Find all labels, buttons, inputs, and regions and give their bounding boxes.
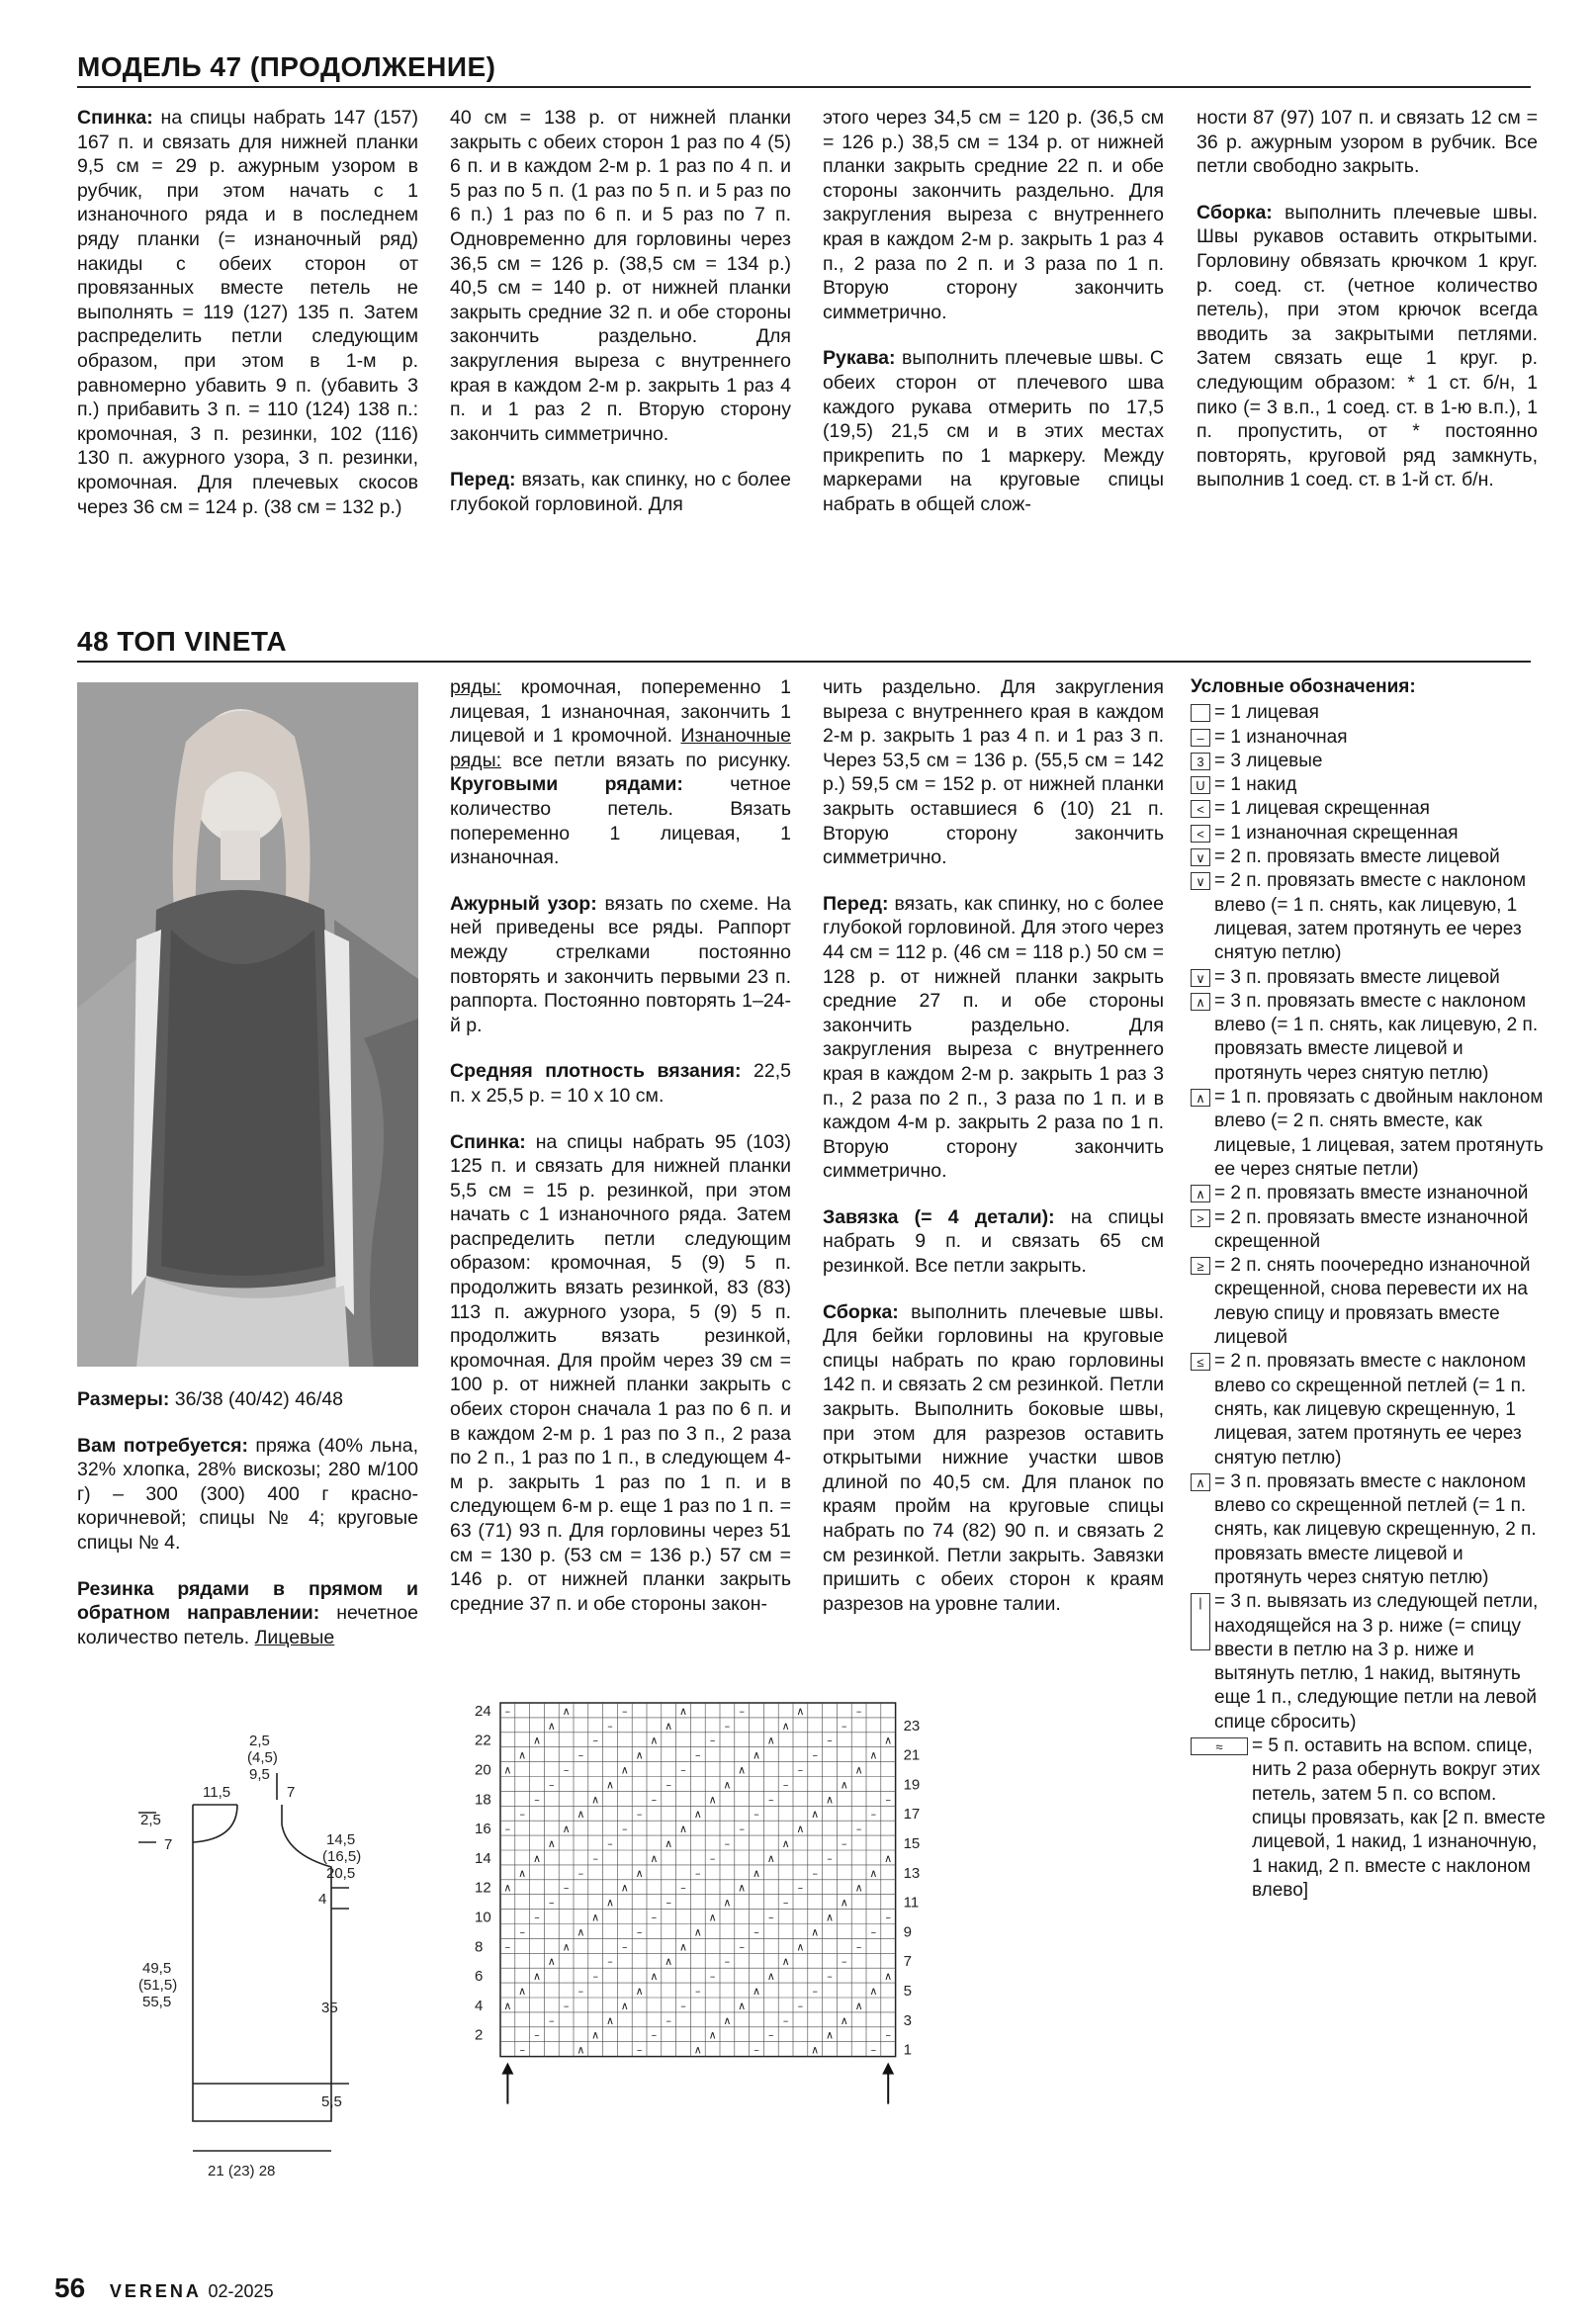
chart-cell-symbol: ∧ [562, 1940, 571, 1954]
chart-row-label: 3 [903, 2011, 912, 2029]
chart-cell-symbol: ∧ [650, 1734, 659, 1747]
chart-cell-symbol: – [870, 1925, 877, 1939]
footer [54, 2272, 274, 2304]
chart-cell-symbol: – [622, 1940, 628, 1954]
knitting-chart [473, 1693, 1165, 2192]
section-header-model-47 [77, 51, 1531, 88]
chart-cell-symbol: – [754, 1808, 759, 1822]
chart-cell-symbol: – [519, 1925, 525, 1939]
chart-cell-symbol: ∧ [605, 2013, 615, 2027]
chart-cell-symbol: ∧ [503, 1881, 512, 1895]
dim-label: (4,5) [247, 1749, 278, 1766]
chart-cell-symbol: ∧ [840, 1896, 848, 1910]
chart-cell-symbol: ∧ [825, 1793, 835, 1807]
chart-cell-symbol: – [827, 1851, 833, 1865]
chart-cell-symbol: – [782, 1778, 789, 1792]
chart-cell-symbol: ∧ [518, 1748, 527, 1762]
chart-cell-symbol: – [592, 1970, 598, 1984]
legend-text: = 1 изнаночная скрещенная [1214, 822, 1459, 844]
dim-label: (51,5) [138, 1977, 178, 1994]
chart-cell-symbol: – [607, 1719, 613, 1733]
chart-cell-symbol: ∧ [532, 1734, 542, 1747]
legend-item [1191, 1206, 1547, 1255]
chart-cell-symbol: ∧ [796, 1704, 805, 1718]
chart-cell-symbol: – [563, 1763, 570, 1777]
chart-cell-symbol: – [855, 1704, 862, 1718]
chart-row-label: 12 [475, 1879, 491, 1897]
legend-symbol-icon: < [1191, 800, 1210, 818]
chart-cell-symbol: ∧ [678, 1823, 688, 1836]
chart-cell-symbol: – [592, 1734, 598, 1747]
chart-row-label: 17 [903, 1806, 921, 1824]
legend-symbol-icon: – [1191, 729, 1210, 747]
chart-cell-symbol: – [827, 1734, 833, 1747]
legend-item [1191, 1086, 1547, 1182]
dim-label: 5,5 [321, 2093, 342, 2110]
dim-label: 11,5 [203, 1784, 231, 1801]
chart-cell-symbol: ∧ [840, 1778, 848, 1792]
chart-cell-symbol: – [577, 1985, 584, 1998]
legend-symbol-icon: ≥ [1191, 1257, 1210, 1275]
chart-cell-symbol: – [797, 1999, 804, 2012]
dim-label: 7 [287, 1784, 296, 1801]
legend-item [1191, 1590, 1547, 1735]
chart-row-label: 21 [903, 1746, 921, 1764]
chart-cell-symbol: ∧ [723, 1778, 732, 1792]
chart-cell-symbol: – [680, 1881, 686, 1895]
chart-cell-symbol: – [622, 1823, 628, 1836]
chart-cell-symbol: ∧ [591, 2028, 600, 2042]
chart-cell-symbol: – [577, 1866, 584, 1880]
legend-text: = 2 п. снять поочередно изнаночной скрещенной, снова перевести их на левую спицу и провязать вместе лицевой [1214, 1255, 1531, 1349]
chart-cell-symbol: – [607, 1955, 613, 1969]
chart-cell-symbol: ∧ [665, 1955, 673, 1969]
legend-symbol-icon: ∧ [1191, 1185, 1210, 1202]
chart-cell-symbol: ∧ [840, 2013, 848, 2027]
legend-symbol-icon: 3 [1191, 753, 1210, 770]
dim-label: (16,5) [322, 1848, 362, 1865]
chart-cell-symbol: – [695, 1748, 701, 1762]
chart-cell-symbol: ∧ [723, 2013, 732, 2027]
chart-cell-symbol: – [592, 1851, 598, 1865]
chart-cell-symbol: – [885, 1911, 891, 1924]
chart-row-label: 11 [903, 1894, 920, 1912]
chart-cell-symbol: ∧ [796, 1940, 805, 1954]
chart-cell-symbol: – [797, 1881, 804, 1895]
legend-text: = 2 п. провязать вместе изнаночной скрещенной [1214, 1206, 1529, 1252]
chart-cell-symbol: ∧ [854, 1881, 863, 1895]
chart-cell-symbol: ∧ [869, 1866, 878, 1880]
chart-cell-symbol: – [534, 1911, 540, 1924]
chart-cell-symbol: – [651, 2028, 658, 2042]
m47-column-4: ности 87 (97) 107 п. и связать 12 см = 36 р. ажурным узором в рубчик. Все петли свободно закрыть. Сборка: выполнить плечевые швы. Швы рукавов оставить открытыми. Горловину обвязать крючком 1 круг. р. соед. ст. (четное количество петель), при этом крючок всегда вводить за закрытыми петлями. Затем связать еще 1 круг. р. следующим образом: * 1 ст. б/н, 1 пико (= 3 в.п., 1 соед. ст. в 1-ю в.п.), 1 п. пропустить, от * постоянно повторять, круговой ряд замкнуть, выполнив 1 соед. ст. в 1-й ст. б/н. [1197, 107, 1538, 491]
chart-cell-symbol: – [636, 2043, 643, 2057]
chart-cell-symbol: ∧ [766, 1970, 775, 1984]
legend-symbol-icon: ∨ [1191, 969, 1210, 987]
chart-cell-symbol: ∧ [620, 1999, 629, 2012]
chart-cell-symbol: ∧ [708, 1911, 717, 1924]
chart-row-label: 9 [903, 1923, 912, 1941]
chart-cell-symbol: ∧ [591, 1793, 600, 1807]
chart-cell-symbol: ∧ [620, 1763, 629, 1777]
chart-cell-symbol: – [695, 1866, 701, 1880]
chart-cell-symbol: – [812, 1866, 818, 1880]
chart-cell-symbol: ∧ [665, 1719, 673, 1733]
chart-cell-symbol: ∧ [723, 1896, 732, 1910]
m47-column-1: Спинка: на спицы набрать 147 (157) 167 п. и связать для нижней планки 9,5 см = 29 р. ажурным узором в рубчик, при этом начать с 1 изнаночного ряда и в последнем ряду планки (= изнаночный ряд) накиды с обеих сторон от провязанных вместе петель не выполнять = 119 (127) 135 п. Затем распределить петли следующим образом, при этом в 1-м р. равномерно убавить 9 п. (убавить 3 п.) прибавить 3 п. = 110 (124) 138 п.: кромочная, 3 п. резинки, 102 (116) 130 п. ажурного узора, 3 п. резинки, кромочная. Для плечевых скосов через 36 см = 124 р. (38 см = 132 р.) [77, 107, 418, 518]
chart-cell-symbol: ∧ [884, 1734, 893, 1747]
chart-cell-symbol: – [855, 1940, 862, 1954]
chart-cell-symbol: – [768, 1911, 774, 1924]
chart-cell-symbol: ∧ [869, 1985, 878, 1998]
chart-cell-symbol: – [870, 2043, 877, 2057]
m47-column-2: 40 см = 138 р. от нижней планки закрыть с обеих сторон 1 раз по 4 (5) 6 п. и в каждом 2-м р. 1 раз по 4 п. и 5 раз по 5 п. (1 раз по 5 п. и 5 раз по 6 п.) 1 раз по 6 п. и 5 раз по 7 п. Одновременно для горловины через 36,5 см = 126 р. (38,5 см = 134 р.) 40,5 см = 140 р. от нижней планки закрыть средние 32 п. и обе стороны закончить раздельно. Для закругления выреза с внутреннего края в каждом 2-м р. закрыть 1 раз 4 п. и 1 раз 2 п. Вторую сторону закончить симметрично. Перед: вязать, как спинку, но с более глубокой горловиной. Для [450, 107, 791, 515]
chart-cell-symbol: – [622, 1704, 628, 1718]
chart-cell-symbol: – [842, 1837, 847, 1850]
legend-text: = 3 лицевые [1214, 750, 1323, 771]
dim-label: 4 [318, 1891, 327, 1908]
chart-cell-symbol: – [842, 1719, 847, 1733]
legend [1191, 675, 1547, 1903]
chart-row-label: 2 [475, 2026, 484, 2044]
legend-item [1191, 845, 1547, 869]
legend-text: = 2 п. провязать вместе изнаночной [1214, 1183, 1529, 1204]
chart-cell-symbol: ∧ [576, 1925, 585, 1939]
chart-cell-symbol: ∧ [811, 1925, 820, 1939]
chart-cell-symbol: – [724, 1955, 731, 1969]
chart-cell-symbol: – [504, 1940, 511, 1954]
chart-cell-symbol: ∧ [547, 1837, 556, 1850]
legend-symbol-icon: | [1191, 1593, 1210, 1650]
chart-cell-symbol: ∧ [620, 1881, 629, 1895]
chart-cell-symbol: ∧ [884, 1970, 893, 1984]
chart-cell-symbol: – [812, 1985, 818, 1998]
chart-cell-symbol: ∧ [547, 1719, 556, 1733]
dim-label: 49,5 [142, 1960, 172, 1977]
chart-cell-symbol: – [695, 1985, 701, 1998]
chart-row-label: 4 [475, 1997, 484, 2014]
schematic-outline [193, 1805, 331, 2121]
legend-symbol-icon: ≈ [1191, 1737, 1248, 1755]
chart-cell-symbol: – [651, 1911, 658, 1924]
chart-cell-symbol: – [782, 1896, 789, 1910]
chart-cell-symbol: – [754, 2043, 759, 2057]
chart-cell-symbol: – [739, 1940, 745, 1954]
legend-symbol-icon: > [1191, 1209, 1210, 1227]
chart-row-label: 19 [903, 1776, 921, 1794]
chart-cell-symbol: ∧ [562, 1823, 571, 1836]
dim-label: 2,5 [249, 1733, 270, 1749]
legend-text: = 5 п. оставить на вспом. спице, нить 2 раза обернуть вокруг этих петель, затем 5 п. со вспом. спицы провязать, как [2 п. вместе лицевой, 1 накид, 1 изнаночную, 1 накид, 2 п. вместе с наклоном влево] [1252, 1735, 1546, 1901]
chart-cell-symbol: – [885, 1793, 891, 1807]
dim-label: 7 [164, 1836, 173, 1853]
chart-cell-symbol: ∧ [650, 1970, 659, 1984]
chart-cell-symbol: ∧ [532, 1970, 542, 1984]
legend-item [1191, 966, 1547, 990]
legend-item [1191, 822, 1547, 845]
chart-cell-symbol: – [665, 2013, 671, 2027]
chart-cell-symbol: ∧ [576, 1808, 585, 1822]
legend-symbol-icon: ≤ [1191, 1353, 1210, 1371]
chart-cell-symbol: ∧ [635, 1866, 644, 1880]
chart-arrow-right-head [882, 2063, 894, 2075]
chart-cell-symbol: – [709, 1851, 716, 1865]
chart-cell-symbol: ∧ [752, 1866, 761, 1880]
chart-cell-symbol: ∧ [825, 1911, 835, 1924]
legend-text: = 3 п. провязать вместе с наклоном влево (= 1 п. снять, как лицевую, 2 п. провязать вместе лицевой и протянуть через снятую петлю) [1214, 990, 1539, 1084]
chart-cell-symbol: ∧ [678, 1704, 688, 1718]
chart-cell-symbol: – [768, 2028, 774, 2042]
legend-text: = 1 лицевая [1214, 702, 1319, 724]
chart-cell-symbol: ∧ [635, 1748, 644, 1762]
chart-row-label: 8 [475, 1938, 484, 1956]
section-header-model-48 [77, 626, 1531, 663]
legend-symbol-icon: ∨ [1191, 872, 1210, 890]
chart-cell-symbol: – [724, 1719, 731, 1733]
chart-cell-symbol: – [680, 1999, 686, 2012]
legend-items [1191, 701, 1547, 1903]
chart-cell-symbol: – [636, 1925, 643, 1939]
legend-title: Условные обозначения: [1191, 676, 1416, 697]
legend-item [1191, 1470, 1547, 1590]
chart-cell-symbol: ∧ [811, 1808, 820, 1822]
legend-item [1191, 869, 1547, 965]
legend-item [1191, 773, 1547, 797]
legend-text: = 2 п. провязать вместе с наклоном влево (= 1 п. снять, как лицевую, 1 лицевая, затем протянуть ее через снятую петлю) [1214, 870, 1527, 964]
m47-column-3: этого через 34,5 см = 120 р. (36,5 см = 126 р.) 38,5 см = 134 р. от нижней планки закрыть средние 22 п. и обе стороны закончить раздельно. Для закругления выреза с внутреннего края в каждом 2-м р. закрыть 1 раз 4 п., 2 раза по 2 п. и 3 раза по 1 п. Вторую сторону закончить симметрично. Рукава: выполнить плечевые швы. С обеих сторон от плечевого шва каждого рукава отмерить по 17,5 (19,5) 21,5 см и в этих местах прикрепить по 1 маркеру. Между маркерами на круговые спицы набрать в общей слож- [823, 107, 1164, 515]
legend-text: = 3 п. вывязать из следующей петли, находящейся на 3 р. ниже (= спицу ввести в петлю на 3 р. ниже и вытянуть петлю, 1 накид, вытянуть еще 1 п., следующие петли на левой спице сбросить) [1214, 1591, 1539, 1733]
chart-cell-symbol: ∧ [781, 1719, 790, 1733]
chart-cell-symbol: – [680, 1763, 686, 1777]
chart-cell-symbol: ∧ [708, 2028, 717, 2042]
chart-cell-symbol: ∧ [738, 1999, 747, 2012]
chart-cell-symbol: ∧ [503, 1763, 512, 1777]
chart-cell-symbol: – [827, 1970, 833, 1984]
chart-cell-symbol: – [782, 2013, 789, 2027]
chart-cell-symbol: – [549, 2013, 555, 2027]
m48-left-column: Размеры: 36/38 (40/42) 46/48 Вам потребуется: пряжа (40% льна, 32% хлопка, 28% вискозы; 280 м/100 г) – 300 (300) 400 г красно-коричневой; спицы № 4; круговые спицы № 4. Резинка рядами в прямом и обратном направлении: нечетное количество петель. Лицевые [77, 1388, 419, 1648]
legend-symbol-icon: ∧ [1191, 993, 1210, 1011]
legend-item [1191, 701, 1547, 725]
chart-row-label: 5 [903, 1983, 912, 2000]
legend-symbol-icon: ∧ [1191, 1473, 1210, 1491]
chart-cell-symbol: ∧ [781, 1955, 790, 1969]
chart-cell-symbol: ∧ [518, 1866, 527, 1880]
section-title: МОДЕЛЬ 47 (ПРОДОЛЖЕНИЕ) [77, 51, 496, 82]
dim-label: 9,5 [249, 1766, 270, 1783]
chart-cell-symbol: ∧ [678, 1940, 688, 1954]
legend-text: = 2 п. провязать вместе с наклоном влево со скрещенной петлей (= 1 п. снять, как лицевую скрещенную, 1 лицевая, затем протянуть ее через снятую петлю) [1214, 1351, 1527, 1468]
legend-text: = 1 накид [1214, 774, 1297, 796]
chart-row-label: 22 [475, 1732, 491, 1749]
chart-cell-symbol: – [812, 1748, 818, 1762]
chart-cell-symbol: ∧ [825, 2028, 835, 2042]
legend-text: = 1 п. провязать с двойным наклоном влево (= 2 п. снять вместе, как лицевые, 1 лицевая, затем протянуть ее через снятые петли) [1214, 1087, 1544, 1180]
chart-cell-symbol: – [519, 1808, 525, 1822]
issue-date: 02-2025 [208, 2281, 274, 2301]
chart-cell-symbol: ∧ [854, 1763, 863, 1777]
chart-cell-symbol: – [739, 1704, 745, 1718]
chart-cell-symbol: – [636, 1808, 643, 1822]
chart-row-label: 15 [903, 1835, 921, 1852]
chart-cell-symbol: – [534, 2028, 540, 2042]
schematic-neckline [193, 1805, 237, 1842]
chart-cell-symbol: – [724, 1837, 731, 1850]
chart-cell-symbol: – [754, 1925, 759, 1939]
chart-cell-symbol: ∧ [766, 1851, 775, 1865]
chart-cell-symbol: ∧ [605, 1778, 615, 1792]
chart-cell-symbol: – [504, 1823, 511, 1836]
legend-item [1191, 797, 1547, 821]
chart-cell-symbol: ∧ [738, 1763, 747, 1777]
magazine-name: VERENA [109, 2281, 202, 2301]
legend-item [1191, 750, 1547, 773]
chart-cell-symbol: – [739, 1823, 745, 1836]
legend-text: = 3 п. провязать вместе с наклоном влево со скрещенной петлей (= 1 п. снять, как лицевую скрещенную, 2 п. провязать вместе лицевой и протянуть через снятую петлю) [1214, 1470, 1537, 1588]
legend-item [1191, 726, 1547, 750]
chart-cell-symbol: – [534, 1793, 540, 1807]
legend-text: = 3 п. провязать вместе лицевой [1214, 966, 1500, 988]
legend-symbol-icon: ∨ [1191, 848, 1210, 866]
legend-item [1191, 990, 1547, 1086]
chart-cell-symbol: ∧ [752, 1748, 761, 1762]
m48-column-3: чить раздельно. Для закругления выреза с внутреннего края в каждом 2-м р. закрыть 1 раз 4 п. и 1 раз 3 п. Через 53,5 см = 136 р. (55,5 см = 142 р.) 59,5 см = 152 р. от нижней планки закрыть оставшиеся 6 (10) 21 п. Вторую сторону закончить симметрично. Перед: вязать, как спинку, но с более глубокой горловиной. Для этого через 44 см = 112 р. (46 см = 118 р.) 50 см = 128 р. от нижней планки закрыть средние 27 п. и обе стороны закончить раздельно. Для закругления выреза с внутреннего края в каждом 2-м р. закрыть 1 раз 3 п., 2 раза по 2 п., 3 раза по 1 п. и в каждом 4-м р. закрыть 2 раза по 1 п. Вторую сторону закончить симметрично. Завязка (= 4 детали): на спицы набрать 9 п. и связать 65 см резинкой. Все петли закрыть. Сборка: выполнить плечевые швы. Для бейки горловины на круговые спицы набрать по краю горловины 142 п. и связать 2 см резинкой. Петли закрыть. Выполнить боковые швы, при этом для разрезов оставить открытыми нижние участки швов длиной по 40,5 см. Для планок по краям пройм на круговые спицы набрать по 74 (82) 90 п. и связать 2 см резинкой. Петли закрыть. Завязки пришить с обеих сторон к краям разрезов на уровне талии. [823, 676, 1164, 1615]
chart-cell-symbol: ∧ [811, 2043, 820, 2057]
section-title: 48 ТОП VINETA [77, 626, 288, 657]
chart-row-label: 20 [475, 1761, 491, 1779]
chart-cell-symbol: ∧ [693, 1808, 702, 1822]
chart-cell-symbol: – [855, 1823, 862, 1836]
model-photo-illustration [77, 682, 418, 1367]
chart-row-label: 1 [903, 2041, 912, 2059]
chart-cell-symbol: – [870, 1808, 877, 1822]
legend-symbol-icon [1191, 704, 1210, 722]
chart-cell-symbol: ∧ [605, 1896, 615, 1910]
legend-symbol-icon: ∧ [1191, 1089, 1210, 1107]
legend-item [1191, 1350, 1547, 1469]
dim-label: 21 (23) 28 [208, 2163, 276, 2180]
page-number: 56 [54, 2272, 86, 2303]
chart-row-label: 6 [475, 1968, 484, 1986]
schematic-diagram [138, 1726, 386, 2190]
chart-cell-symbol: ∧ [693, 2043, 702, 2057]
chart-cell-symbol: ∧ [650, 1851, 659, 1865]
chart-cell-symbol: – [577, 1748, 584, 1762]
chart-cell-symbol: ∧ [708, 1793, 717, 1807]
chart-cell-symbol: – [519, 2043, 525, 2057]
legend-item [1191, 1182, 1547, 1205]
chart-cell-symbol: ∧ [576, 2043, 585, 2057]
legend-symbol-icon: < [1191, 825, 1210, 843]
chart-cell-symbol: ∧ [635, 1985, 644, 1998]
m48-column-2: ряды: кромочная, попеременно 1 лицевая, 1 изнаночная, закончить 1 лицевой и 1 кромочной. Изнаночные ряды: все петли вязать по рисунку. Круговыми рядами: четное количество петель. Вязать попеременно 1 лицевая, 1 изнаночная. Ажурный узор: вязать по схеме. На ней приведены все ряды. Раппорт между стрелками постоянно повторять и закончить первыми 23 п. раппорта. Постоянно повторять 1–24-й р. Средняя плотность вязания: 22,5 п. х 25,5 р. = 10 х 10 см. Спинка: на спицы набрать 95 (103) 125 п. и связать для нижней планки 5,5 см = 15 р. резинкой, при этом начать с 1 изнаночного ряда. Затем распределить петли следующим образом: кромочная, 5 (9) 5 п. продолжить вязать резинкой, 83 (83) 113 п. ажурного узора, 5 (9) 5 п. продолжить вязать резинкой, кромочная. Для пройм через 39 см = 100 р. от нижней планки закрыть с обеих сторон сначала 1 раз по 6 п. и в каждом 2-м р. 1 раз по 3 п., 2 раза по 2 п., 1 раз по 1 п., в следующем 4-м р. закрыть 1 раз по 1 п. и в следующем 6-м р. еще 1 раз по 1 п. = 63 (71) 93 п. Для горловины через 51 см = 130 р. (53 см = 136 р.) 57 см = 146 р. от нижней планки закрыть средние 37 п. и обе стороны закон- [450, 676, 792, 1615]
chart-cell-symbol: – [709, 1734, 716, 1747]
legend-text: = 1 изнаночная [1214, 726, 1348, 748]
chart-row-label: 7 [903, 1953, 912, 1971]
chart-cell-symbol: ∧ [518, 1985, 527, 1998]
chart-cell-symbol: ∧ [503, 1999, 512, 2012]
legend-text: = 1 лицевая скрещенная [1214, 798, 1430, 820]
chart-cell-symbol: – [885, 2028, 891, 2042]
chart-cell-symbol: ∧ [781, 1837, 790, 1850]
chart-row-label: 10 [475, 1909, 491, 1926]
chart-cell-symbol: – [709, 1970, 716, 1984]
legend-item [1191, 1735, 1547, 1903]
chart-cell-symbol: ∧ [547, 1955, 556, 1969]
chart-row-label: 23 [903, 1717, 921, 1735]
chart-cell-symbol: – [665, 1778, 671, 1792]
chart-cell-symbol: – [842, 1955, 847, 1969]
chart-cell-symbol: – [549, 1896, 555, 1910]
chart-cell-symbol: – [651, 1793, 658, 1807]
chart-row-label: 13 [903, 1864, 921, 1882]
chart-row-label: 18 [475, 1791, 491, 1809]
chart-cell-symbol: – [504, 1704, 511, 1718]
chart-cell-symbol: ∧ [854, 1999, 863, 2012]
chart-cell-symbol: – [563, 1881, 570, 1895]
legend-symbol-icon: U [1191, 776, 1210, 794]
chart-cell-symbol: – [549, 1778, 555, 1792]
chart-cell-symbol: ∧ [693, 1925, 702, 1939]
chart-cell-symbol: ∧ [752, 1985, 761, 1998]
legend-text: = 2 п. провязать вместе лицевой [1214, 846, 1500, 868]
chart-cell-symbol: – [665, 1896, 671, 1910]
chart-cell-symbol: – [563, 1999, 570, 2012]
chart-cell-symbol: – [607, 1837, 613, 1850]
chart-cell-symbol: ∧ [591, 1911, 600, 1924]
dim-label: 2,5 [140, 1812, 161, 1828]
model-photo [77, 682, 418, 1367]
dim-label: 14,5 [326, 1831, 356, 1848]
dim-label: 20,5 [326, 1865, 356, 1882]
chart-cell-symbol: ∧ [796, 1823, 805, 1836]
chart-cell-symbol: ∧ [738, 1881, 747, 1895]
chart-cell-symbol: – [768, 1793, 774, 1807]
chart-row-label: 16 [475, 1821, 491, 1838]
chart-cell-symbol: ∧ [766, 1734, 775, 1747]
dim-label: 55,5 [142, 1994, 172, 2010]
chart-row-label: 24 [475, 1702, 491, 1720]
chart-cell-symbol: ∧ [665, 1837, 673, 1850]
chart-cell-symbol: ∧ [869, 1748, 878, 1762]
chart-grid [473, 1693, 1165, 2187]
legend-item [1191, 1254, 1547, 1350]
chart-cell-symbol: ∧ [562, 1704, 571, 1718]
dim-label: 35 [321, 2000, 338, 2016]
chart-arrow-left-head [501, 2063, 513, 2075]
chart-cell-symbol: – [797, 1763, 804, 1777]
chart-cell-symbol: ∧ [884, 1851, 893, 1865]
chart-cell-symbol: ∧ [532, 1851, 542, 1865]
chart-row-label: 14 [475, 1849, 491, 1867]
